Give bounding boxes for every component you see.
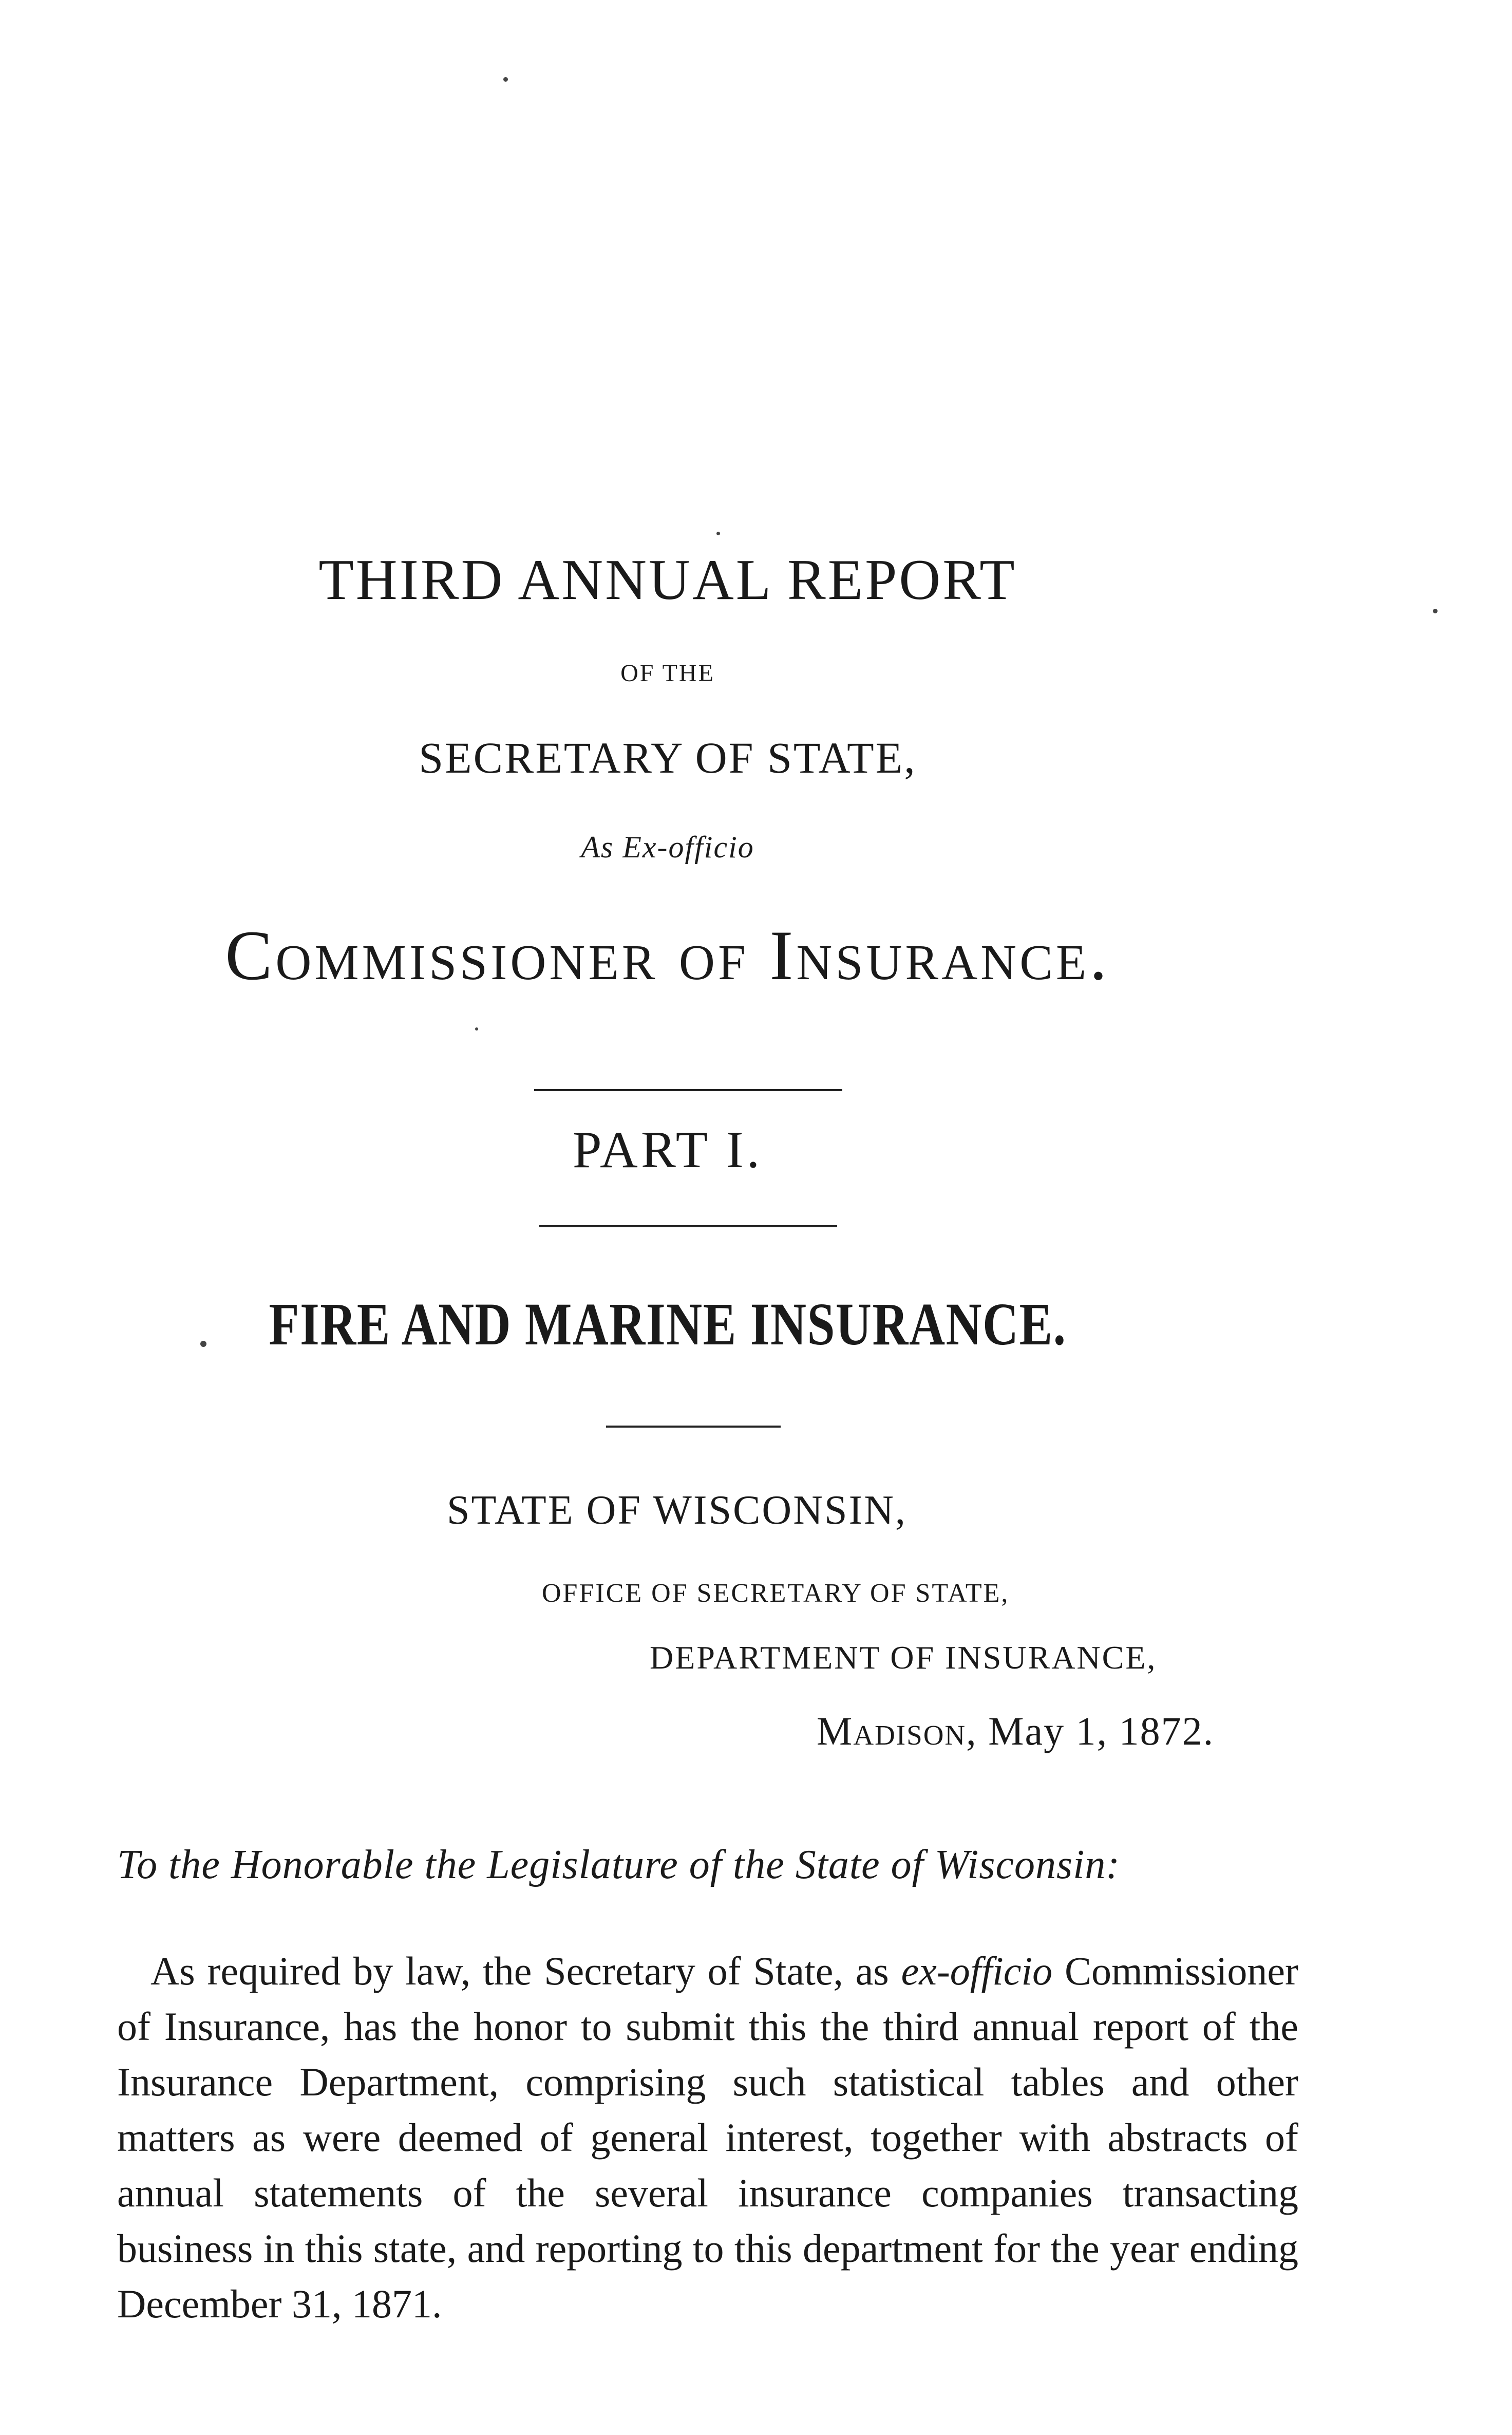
part-heading: PART I.: [572, 1121, 763, 1179]
dateline-office: OFFICE OF SECRETARY OF STATE,: [542, 1579, 1010, 1608]
dateline-place: Madison,: [817, 1709, 977, 1753]
divider-rule-top: [534, 1089, 842, 1091]
dateline-department: DEPARTMENT OF INSURANCE,: [650, 1639, 1157, 1676]
scan-speck: [716, 532, 720, 535]
scan-speck: [503, 77, 508, 82]
section-heading: FIRE AND MARINE INSURANCE.: [269, 1290, 1067, 1358]
report-commissioner-heading: Commissioner of Insurance.: [225, 916, 1110, 995]
body-text-rest: Commissioner of Insurance, has the honor to submit this the third annual report of the Insurance Department, comprising such statistical tables and other matters as were deemed of general interest, together with abstracts of annual statements of the several insurance companies transacting business in this state, and reporting to this department for the year ending December 31, 1871.: [117, 1949, 1299, 2326]
dateline-place-date: [817, 1708, 1214, 1754]
report-ex-officio: As Ex-officio: [581, 830, 754, 864]
scan-speck: [1433, 609, 1438, 613]
body-text-start: As required by law, the Secretary of State, as: [150, 1949, 901, 1993]
dateline-date: May 1, 1872.: [988, 1709, 1215, 1753]
report-subtitle-of-the: OF THE: [620, 660, 715, 687]
report-title: THIRD ANNUAL REPORT: [318, 548, 1017, 612]
divider-rule-middle: [539, 1225, 837, 1227]
body-paragraph: [117, 1943, 1298, 2332]
scan-speck: [200, 1341, 206, 1347]
body-text-ex-officio: ex-officio: [901, 1949, 1053, 1993]
report-secretary-of-state: SECRETARY OF STATE,: [419, 733, 917, 782]
divider-rule-short: [606, 1426, 781, 1428]
salutation: To the Honorable the Legislature of the State of Wisconsin:: [117, 1842, 1120, 1887]
dateline-state: STATE OF WISCONSIN,: [447, 1488, 907, 1533]
scan-speck: [475, 1027, 478, 1031]
